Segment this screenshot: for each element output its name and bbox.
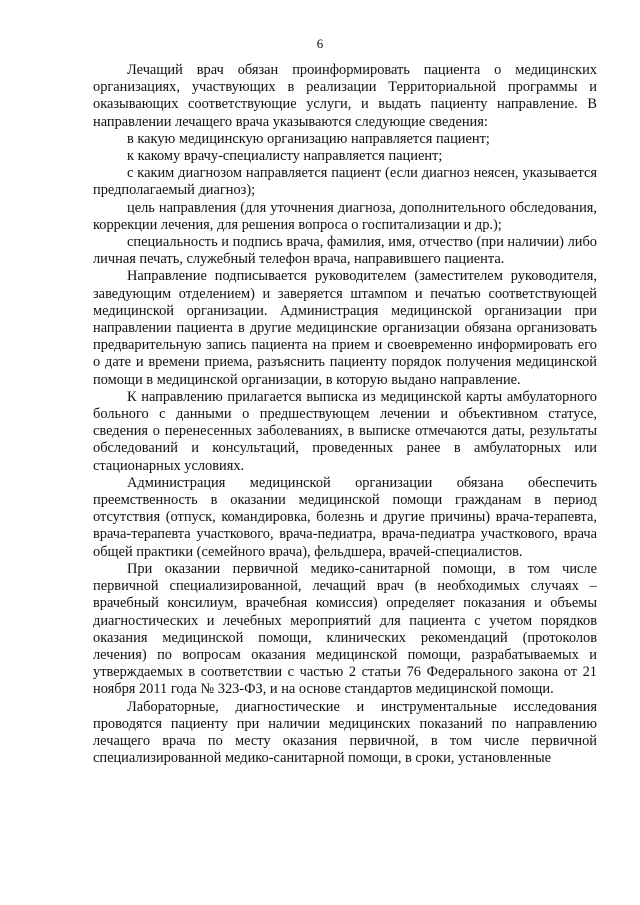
paragraph-referral-duty: Лечащий врач обязан проинформировать пациента о медицинских организациях, участвующих в реализации Территориальной программы и оказывающих соответствующие услуги, и выдать пациенту направление. В направлении лечащего врача указываются следующие сведения: <box>93 62 597 130</box>
document-body <box>93 62 597 767</box>
page-number: 6 <box>316 36 324 51</box>
paragraph-laboratory-studies: Лабораторные, диагностические и инструментальные исследования проводятся пациенту при наличии медицинских показаний по направлению лечащего врача по месту оказания первичной, в том числе первичной специализированной медико-санитарной помощи, в сроки, установленные <box>93 698 597 767</box>
paragraph-continuity-of-care: Администрация медицинской организации обязана обеспечить преемственность в оказании медицинской помощи гражданам в период отсутствия (отпуск, командировка, болезнь и другие причины) врача-терапевта, врача-терапевта участкового, врача-педиатра, врача-педиатра участкового, врача общей практики (семейного врача), фельдшера, врачей-специалистов. <box>93 474 597 560</box>
paragraph-referral-purpose: цель направления (для уточнения диагноза, дополнительного обследования, коррекции лечения, для решения вопроса о госпитализации и др.); <box>93 199 597 233</box>
paragraph-primary-care-indications: При оказании первичной медико-санитарной помощи, в том числе первичной специализированной, лечащий врач (в необходимых случаях – врачебный консилиум, врачебная комиссия) определяет показания и объемы диагностических и лечебных мероприятий для пациента с учетом порядков оказания медицинской помощи, клинических рекомендаций (протоколов лечения) по вопросам оказания медицинской помощи, разрабатываемых и утверждаемых в соответствии с частью 2 статьи 76 Федерального закона от 21 ноября 2011 года № 323-ФЗ, и на основе стандартов медицинской помощи. <box>93 560 597 698</box>
paragraph-referral-organization: в какую медицинскую организацию направляется пациент; <box>127 130 490 147</box>
paragraph-referral-specialist: к какому врачу-специалисту направляется пациент; <box>127 148 443 165</box>
paragraph-referral-diagnosis: с каким диагнозом направляется пациент (если диагноз неясен, указывается предполагаемый диагноз); <box>93 165 597 199</box>
paragraph-medical-record-extract: К направлению прилагается выписка из медицинской карты амбулаторного больного с данными о предшествующем лечении и объективном статусе, сведения о перенесенных заболеваниях, в выписке отмечаются даты, результаты обследований и консультаций, проведенных ранее в амбулаторных или стационарных условиях. <box>93 388 597 474</box>
paragraph-referral-signing: Направление подписывается руководителем (заместителем руководителя, заведующим отделением) и заверяется штампом и печатью соответствующей медицинской организации. Администрация медицинской организации при направлении пациента в другие медицинские организации обязана организовать предварительную запись пациента на прием и своевременно информировать его о дате и времени приема, разъяснить пациенту порядок получения медицинской помощи в медицинской организации, в которую выдано направление. <box>93 268 597 388</box>
paragraph-referral-signature: специальность и подпись врача, фамилия, имя, отчество (при наличии) либо личная печать, служебный телефон врача, направившего пациента. <box>93 234 597 268</box>
